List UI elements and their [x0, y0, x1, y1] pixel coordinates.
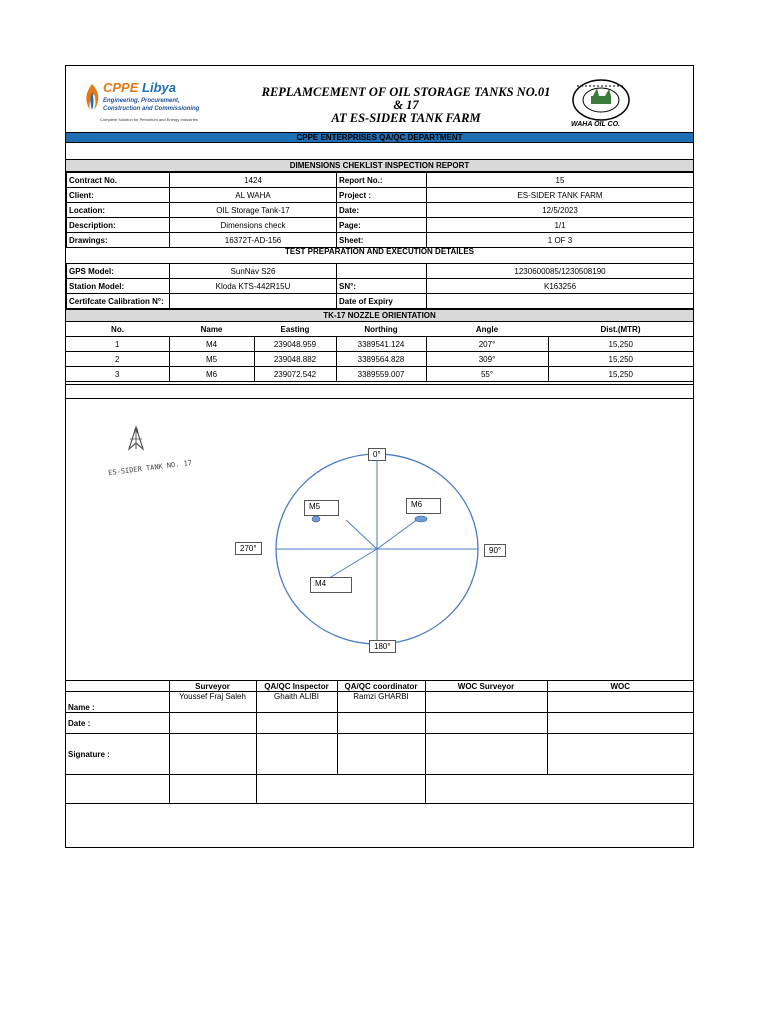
cell: 239048.959 — [254, 337, 336, 352]
signoff-blank-row — [66, 775, 693, 804]
surveyor-date — [169, 713, 256, 734]
cell: 239048.882 — [254, 352, 336, 367]
name-label: Name : — [66, 692, 169, 713]
client-value: AL WAHA — [170, 188, 337, 203]
woc-signature — [547, 734, 693, 775]
info-row — [67, 188, 694, 203]
label-0-deg: 0° — [368, 448, 386, 461]
inspector-name: Ghaith ALIBI — [256, 692, 337, 713]
contract-label: Contract No. — [67, 173, 170, 188]
nozzle-header-row — [66, 322, 693, 337]
label-m6: M6 — [406, 498, 441, 514]
cell: 3389541.124 — [336, 337, 426, 352]
woc-surveyor-name — [425, 692, 547, 713]
woc-surveyor-date — [425, 713, 547, 734]
info-row — [67, 203, 694, 218]
cell: 2 — [66, 352, 169, 367]
cell: 239072.542 — [254, 367, 336, 382]
signoff-header-row — [66, 681, 693, 692]
drawings-value: 16372T-AD-156 — [170, 233, 337, 248]
cppe-tagline: Complete Solution for Petroleum and Energy Industries — [100, 117, 198, 122]
info-row — [67, 218, 694, 233]
cell: 1 — [66, 337, 169, 352]
label-270-deg: 270° — [235, 542, 262, 555]
label-90-deg: 90° — [484, 544, 506, 557]
report-title: DIMENSIONS CHEKLIST INSPECTION REPORT — [289, 161, 470, 170]
expiry-label: Date of Expiry — [337, 294, 427, 309]
project-value: ES-SIDER TANK FARM — [427, 188, 694, 203]
tank-ring — [276, 454, 478, 644]
gps-label: GPS Model: — [67, 264, 170, 279]
north-letter: N — [134, 429, 139, 435]
cell: 3389564.828 — [336, 352, 426, 367]
col-dist: Dist.(MTR) — [600, 324, 641, 334]
equipment-row — [67, 294, 694, 309]
waha-logo-label: WAHA OIL CO. — [571, 121, 620, 128]
signoff-table — [66, 680, 693, 804]
cell: 309° — [426, 352, 548, 367]
date-row-label: Date : — [66, 713, 169, 734]
nozzle-table — [66, 322, 693, 382]
cell: 15,250 — [548, 367, 693, 382]
cppe-sub-1: Engineering, Procurement, — [103, 98, 180, 104]
gps-value: SunNav S26 — [170, 264, 337, 279]
inspector-signature — [256, 734, 337, 775]
report-sheet — [65, 65, 694, 848]
surveyor-signature — [169, 734, 256, 775]
divider — [66, 384, 693, 385]
coordinator-name: Ramzi GHARBI — [337, 692, 425, 713]
table-row — [66, 337, 693, 352]
cell: 3389559.007 — [336, 367, 426, 382]
nozzle-orientation-diagram — [66, 399, 693, 679]
department-title: CPPE ENTERPRISES QA/QC DEPARTMENT — [296, 133, 463, 142]
client-label: Client: — [67, 188, 170, 203]
sheet-label: Sheet: — [337, 233, 427, 248]
location-value: OIL Storage Tank-17 — [170, 203, 337, 218]
cppe-flame-icon — [82, 82, 102, 112]
signoff-corner — [66, 681, 169, 692]
label-m5: M5 — [304, 500, 339, 516]
woc-date — [547, 713, 693, 734]
equipment-row — [67, 264, 694, 279]
expiry-value — [427, 294, 694, 309]
cell: 15,250 — [548, 352, 693, 367]
signoff-signature-row — [66, 734, 693, 775]
header-surveyor: Surveyor — [169, 681, 256, 692]
test-prep-band — [66, 247, 693, 263]
date-value: 12/5/2023 — [427, 203, 694, 218]
col-name: Name — [200, 324, 223, 334]
equipment-row — [67, 279, 694, 294]
location-label: Location: — [67, 203, 170, 218]
info-row — [67, 173, 694, 188]
cppe-brand: CPPE Libya — [103, 80, 176, 95]
cell: M5 — [169, 352, 254, 367]
sn-value: K163256 — [427, 279, 694, 294]
title-line-2: AT ES-SIDER TANK FARM — [331, 111, 481, 125]
m5-marker — [312, 516, 320, 522]
header-qaqc-coordinator: QA/QC coordinator — [337, 681, 425, 692]
inspector-date — [256, 713, 337, 734]
signoff-date-row — [66, 713, 693, 734]
m6-marker — [415, 516, 427, 522]
page-label: Page: — [337, 218, 427, 233]
department-band — [66, 132, 693, 143]
blank-cell — [169, 775, 256, 804]
cell: 55° — [426, 367, 548, 382]
cell: 3 — [66, 367, 169, 382]
description-label: Description: — [67, 218, 170, 233]
signature-label: Signature : — [66, 734, 169, 775]
blank-cell — [425, 775, 693, 804]
sheet-value: 1 OF 3 — [427, 233, 694, 248]
label-m4: M4 — [310, 577, 352, 593]
station-label: Station Model: — [67, 279, 170, 294]
nozzle-band — [66, 309, 693, 322]
nozzle-title: TK-17 NOZZLE ORIENTATION — [323, 311, 436, 320]
table-row — [66, 367, 693, 382]
header-woc-surveyor: WOC Surveyor — [425, 681, 547, 692]
test-prep-title: TEST PREPARATION AND EXECUTION DETAILES — [284, 247, 475, 256]
drawings-label: Drawings: — [67, 233, 170, 248]
signoff-name-row — [66, 692, 693, 713]
calibration-value — [170, 294, 337, 309]
col-northing: Northing — [364, 324, 398, 334]
station-value: Kloda KTS-442R15U — [170, 279, 337, 294]
cppe-logo — [82, 80, 202, 126]
info-row — [67, 233, 694, 248]
cppe-sub-2: Construction and Commissioning — [103, 106, 200, 112]
coordinator-signature — [337, 734, 425, 775]
report-no-value: 15 — [427, 173, 694, 188]
date-label: Date: — [337, 203, 427, 218]
calibration-label: Certifcate Calibration N°: — [67, 294, 170, 309]
surveyor-name: Youssef Fraj Saleh — [169, 692, 256, 713]
blank-cell — [66, 775, 169, 804]
header-woc: WOC — [547, 681, 693, 692]
tank-drawing-label: ES-SIDER TANK NO. 17 — [107, 458, 193, 478]
description-value: Dimensions check — [170, 218, 337, 233]
coordinator-date — [337, 713, 425, 734]
col-easting: Easting — [280, 324, 310, 334]
gps-spacer — [337, 264, 427, 279]
label-180-deg: 180° — [369, 640, 396, 653]
woc-name — [547, 692, 693, 713]
report-header-title — [256, 86, 556, 125]
col-no: No. — [111, 324, 124, 334]
table-row — [66, 352, 693, 367]
report-no-label: Report No.: — [337, 173, 427, 188]
contract-value: 1424 — [170, 173, 337, 188]
col-angle: Angle — [475, 324, 499, 334]
cell: 207° — [426, 337, 548, 352]
project-label: Project : — [337, 188, 427, 203]
equipment-table — [66, 263, 694, 309]
report-title-band — [66, 159, 693, 172]
waha-logo-icon — [569, 74, 633, 122]
cell: 15,250 — [548, 337, 693, 352]
header-qaqc-inspector: QA/QC Inspector — [256, 681, 337, 692]
gps-serial: 1230600085/1230508190 — [427, 264, 694, 279]
woc-surveyor-signature — [425, 734, 547, 775]
cell: M6 — [169, 367, 254, 382]
cell: M4 — [169, 337, 254, 352]
blank-cell — [256, 775, 425, 804]
page-value: 1/1 — [427, 218, 694, 233]
title-line-1: REPLAMCEMENT OF OIL STORAGE TANKS NO.01 & 17 — [261, 85, 551, 112]
info-table — [66, 172, 694, 248]
sn-label: SN°: — [337, 279, 427, 294]
